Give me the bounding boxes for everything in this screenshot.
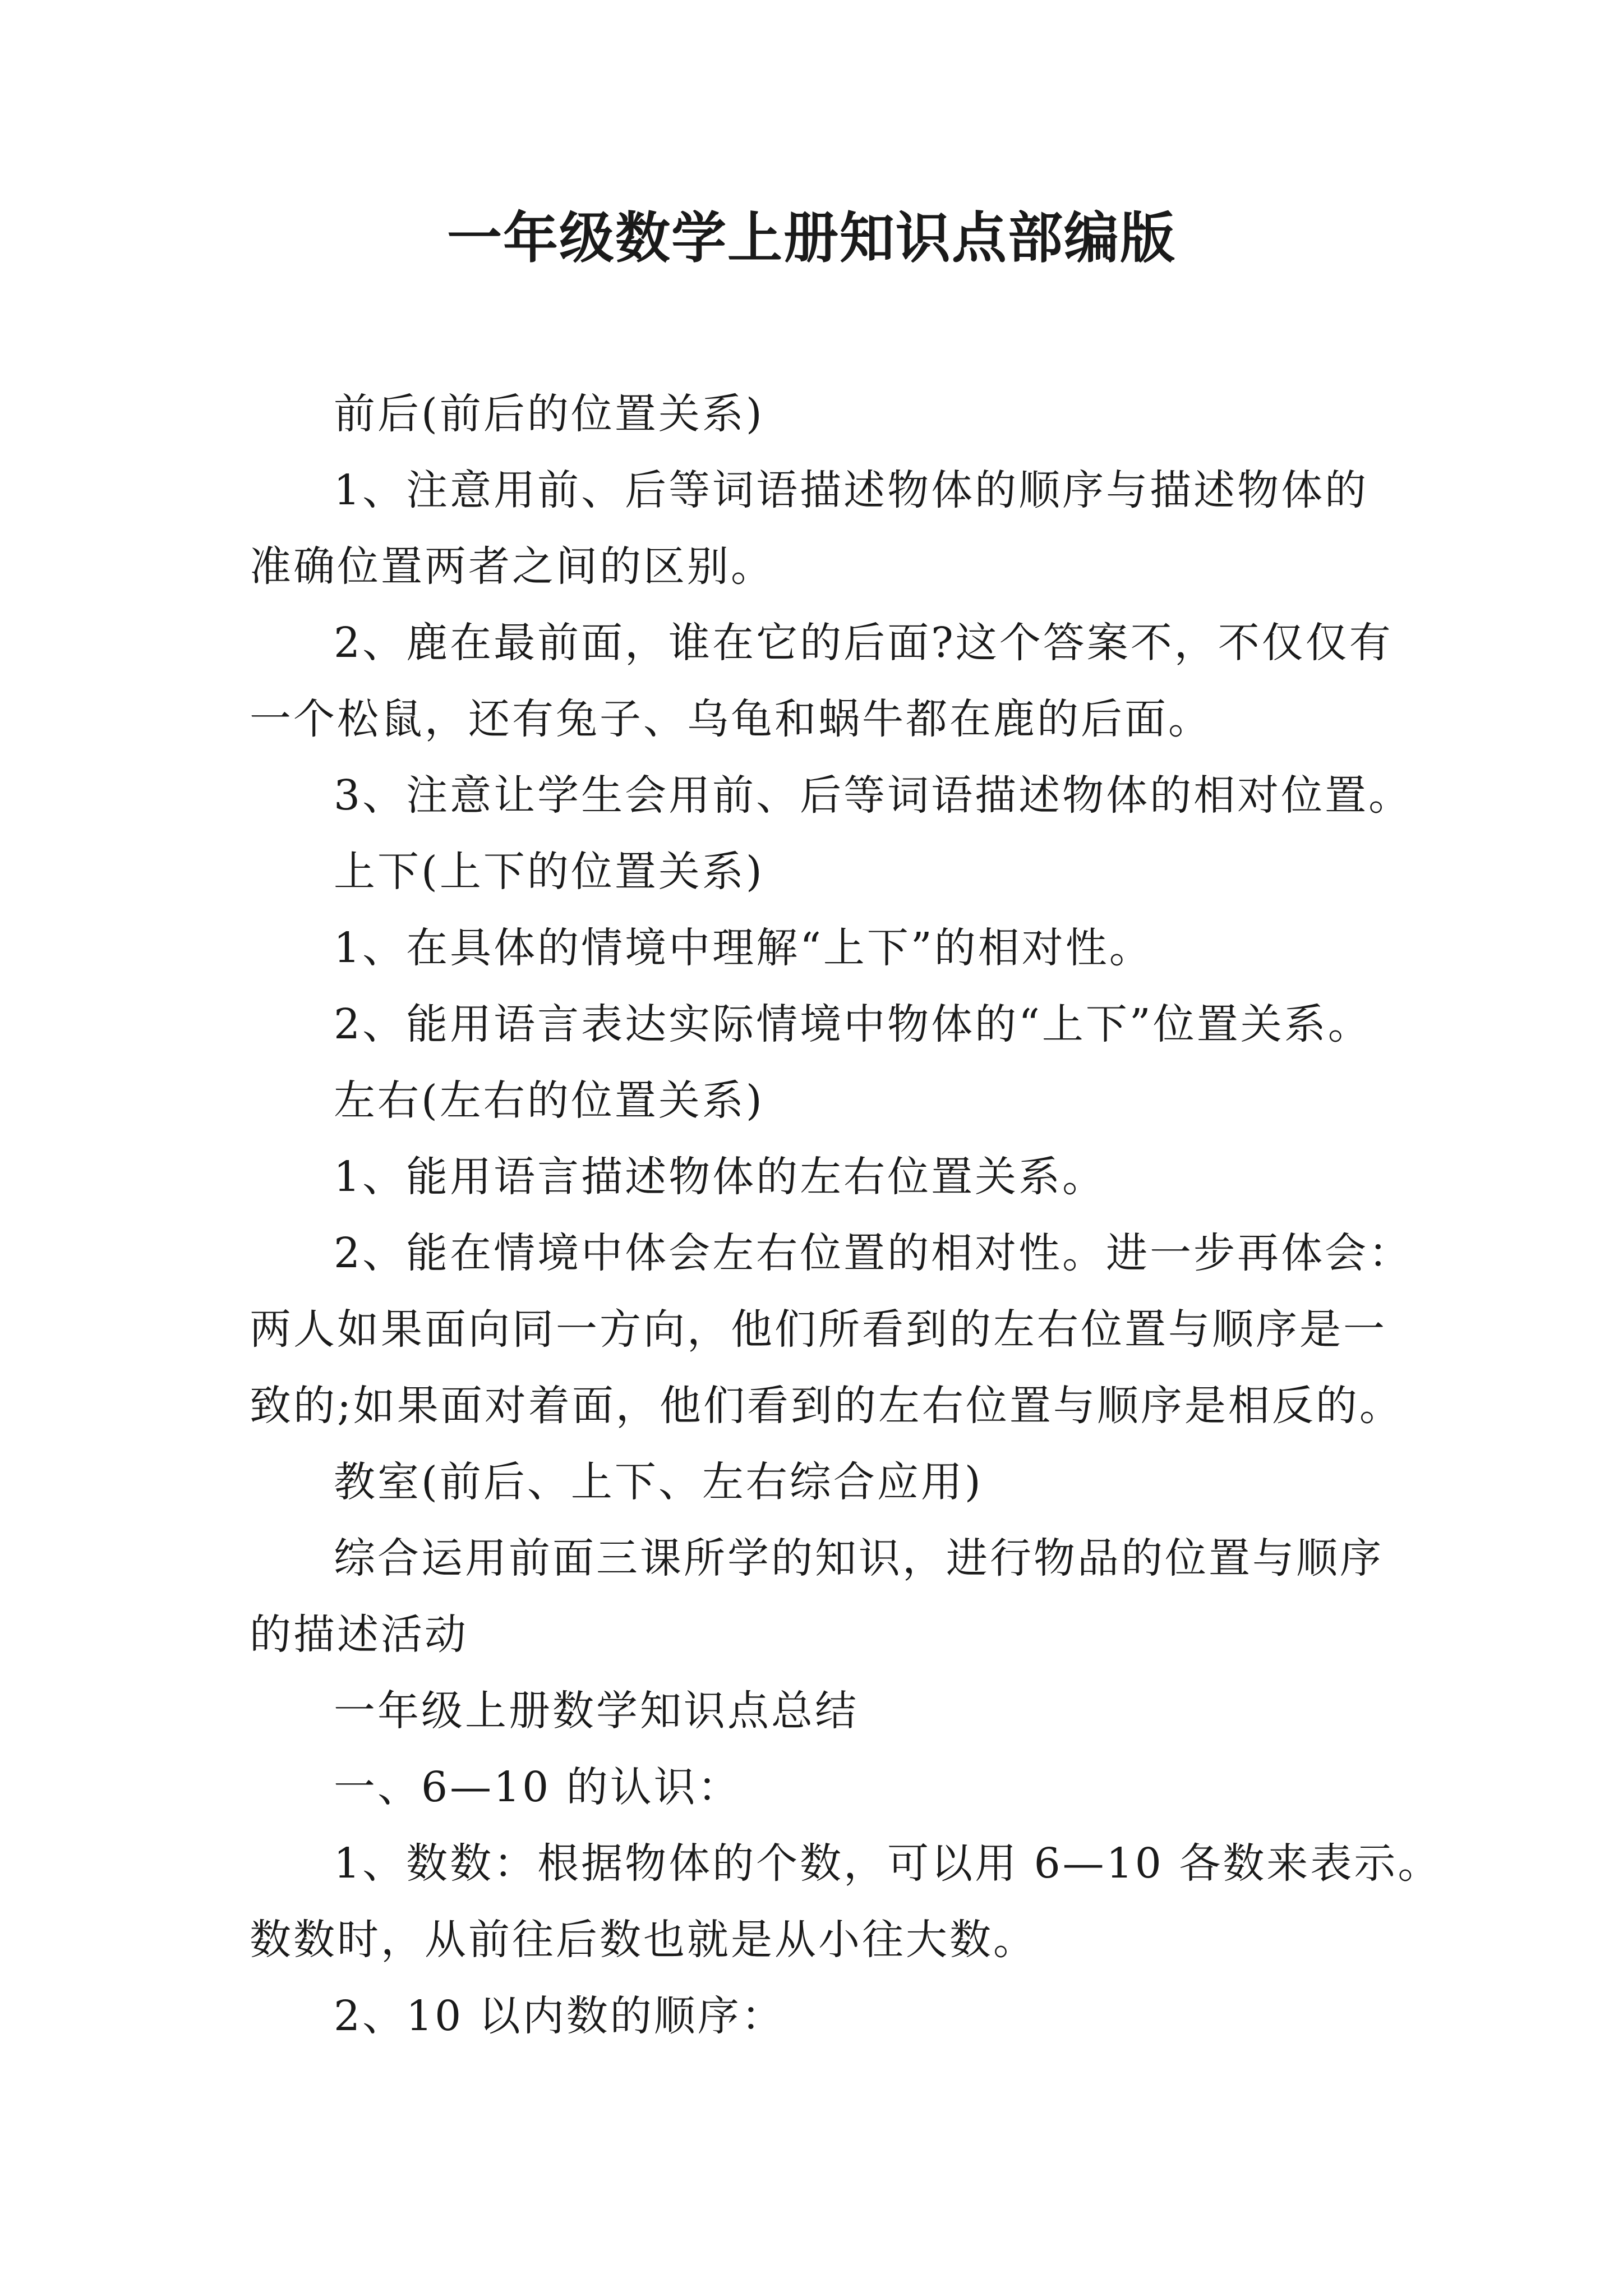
paragraph-line: 2、10 以内数的顺序： [334,1992,785,2040]
paragraph-line: 前后(前后的位置关系) [334,390,764,438]
document-body [250,376,1442,2054]
paragraph-line: 两人如果面向同一方向，他们所看到的左右位置与顺序是一 [250,1305,1387,1354]
paragraph-line: 综合运用前面三课所学的知识，进行物品的位置与顺序 [334,1534,1384,1582]
paragraph-line: 2、能用语言表达实际情境中物体的“上下”位置关系。 [334,1000,1372,1048]
section-heading: 左右(左右的位置关系) [334,1076,764,1125]
section-heading: 一、6—10 的认识： [334,1763,741,1811]
paragraph-line: 1、数数：根据物体的个数，可以用 6—10 各数来表示。 [334,1839,1442,1888]
section-heading: 教室(前后、上下、左右综合应用) [334,1458,983,1506]
paragraph-line: 1、在具体的情境中理解“上下”的相对性。 [334,924,1153,972]
paragraph-line: 致的;如果面对着面，他们看到的左右位置与顺序是相反的。 [250,1382,1403,1430]
document-title: 一年级数学上册知识点部编版 [446,206,1176,270]
paragraph-line: 3、注意让学生会用前、后等词语描述物体的相对位置。 [334,771,1413,820]
paragraph-line: 2、能在情境中体会左右位置的相对性。进一步再体会： [334,1229,1413,1277]
section-heading: 一年级上册数学知识点总结 [334,1687,859,1735]
paragraph-line: 一个松鼠，还有兔子、乌龟和蜗牛都在鹿的后面。 [250,695,1212,743]
paragraph-line: 1、注意用前、后等词语描述物体的顺序与描述物体的 [334,466,1369,514]
paragraph-line: 准确位置两者之间的区别。 [250,542,774,591]
paragraph-line: 数数时，从前往后数也就是从小往大数。 [250,1916,1037,1964]
paragraph-line: 1、能用语言描述物体的左右位置关系。 [334,1153,1106,1201]
paragraph-line: 的描述活动 [250,1611,468,1659]
paragraph-line: 2、鹿在最前面，谁在它的后面?这个答案不，不仅仅有 [334,619,1393,667]
section-heading: 上下(上下的位置关系) [334,848,764,896]
